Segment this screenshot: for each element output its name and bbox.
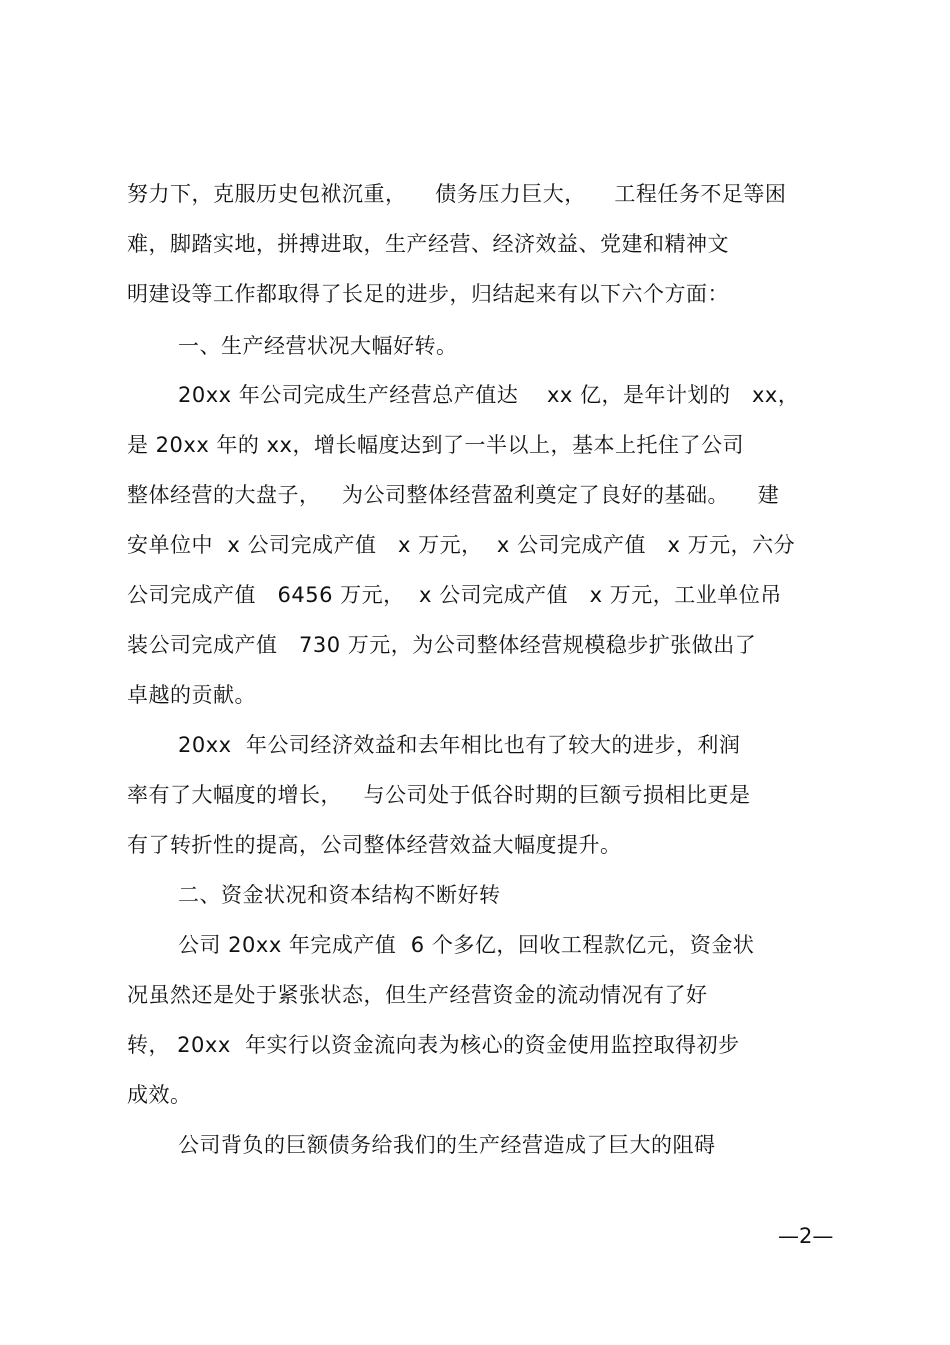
section-heading: 二、资金状况和资本结构不断好转 [178,883,501,907]
body-text-line: 努力下，克服历史包袱沉重， 债务压力巨大， 工程任务不足等困 [127,182,787,206]
body-text-line: 20xx 年公司经济效益和去年相比也有了较大的进步，利润 [178,733,741,757]
body-text-line: 有了转折性的提高，公司整体经营效益大幅度提升。 [127,833,622,857]
body-text-line: 明建设等工作都取得了长足的进步，归结起来有以下六个方面： [127,282,729,306]
body-text-line: 转， 20xx 年实行以资金流向表为核心的资金使用监控取得初步 [127,1033,740,1057]
body-text-line: 公司背负的巨额债务给我们的生产经营造成了巨大的阻碍 [178,1133,716,1157]
body-text-line: 率有了大幅度的增长， 与公司处于低谷时期的巨额亏损相比更是 [127,783,751,807]
body-text-line: 公司完成产值 6456 万元， x 公司完成产值 x 万元，工业单位吊 [127,583,782,607]
body-text-line: 况虽然还是处于紧张状态，但生产经营资金的流动情况有了好 [127,983,708,1007]
body-text-line: 整体经营的大盘子， 为公司整体经营盈利奠定了良好的基础。 建 [127,483,780,507]
body-text-line: 安单位中 x 公司完成产值 x 万元， x 公司完成产值 x 万元，六分 [127,533,796,557]
body-text-line: 难，脚踏实地，拼搏进取，生产经营、经济效益、党建和精神文 [127,232,729,256]
body-text-line: 成效。 [127,1083,192,1107]
body-text-line: 20xx 年公司完成生产经营总产值达 xx 亿，是年计划的 xx， [178,383,800,407]
section-heading: 一、生产经营状况大幅好转。 [178,334,458,358]
body-text-line: 装公司完成产值 730 万元，为公司整体经营规模稳步扩张做出了 [127,633,757,657]
body-text-line: 是 20xx 年的 xx，增长幅度达到了一半以上，基本上托住了公司 [127,433,744,457]
body-text-line: 公司 20xx 年完成产值 6 个多亿，回收工程款亿元，资金状 [178,933,755,957]
body-text-line: 卓越的贡献。 [127,683,256,707]
page-number: —2— [778,1224,834,1248]
